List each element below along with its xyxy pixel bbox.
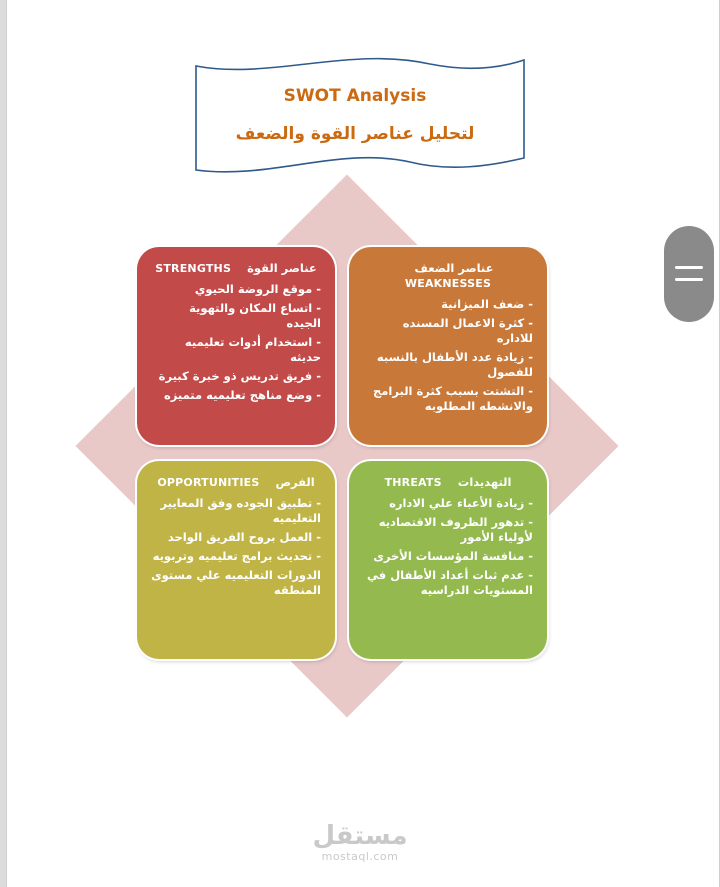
watermark-latin: mostaql.com: [321, 850, 399, 863]
threats-heading-en: THREATS: [384, 476, 442, 489]
list-item: -فريق تدريس ذو خبرة كبيرة: [158, 369, 321, 383]
strengths-list: [151, 282, 321, 403]
list-item: -كثرة الاعمال المسنده للاداره: [402, 316, 533, 345]
list-item: -عدم ثبات أعداد الأطفال في المستويات الدراسيه: [367, 568, 533, 597]
threats-heading: [363, 475, 533, 490]
threats-heading-ar: التهديدات: [457, 475, 512, 489]
scroll-handle-button[interactable]: [664, 226, 714, 322]
list-item: -منافسة المؤسسات الأخرى: [373, 549, 533, 563]
watermark-arabic: مستقل: [312, 821, 408, 851]
strengths-heading-en: STRENGTHS: [155, 262, 232, 275]
list-item: -العمل بروح الفريق الواحد: [167, 530, 321, 544]
opportunities-heading: [151, 475, 321, 490]
threats-card: [349, 461, 547, 659]
list-item: -التشتت بسبب كثرة البرامج والانشطه المطلوبه: [373, 384, 533, 413]
opportunities-heading-ar: الفرص: [275, 475, 315, 489]
watermark-logo: [300, 822, 420, 863]
list-item: -زيادة عدد الأطفال بالنسبه للفصول: [376, 350, 533, 379]
list-item: -موقع الروضة الحيوي: [194, 282, 321, 296]
list-item: -ضعف الميزانية: [441, 297, 533, 311]
weaknesses-card: [349, 247, 547, 445]
banner-title: SWOT Analysis: [283, 86, 427, 106]
weaknesses-heading-ar: عناصر الضعف: [414, 261, 494, 275]
weaknesses-heading-en: WEAKNESSES: [404, 277, 492, 290]
banner-scroll-shape: [190, 54, 530, 184]
list-item: -تدهور الظروف الاقتصاديه لأولياء الأمور: [378, 515, 533, 544]
strengths-heading: [151, 261, 321, 276]
opportunities-list: [151, 496, 321, 598]
list-item: -زيادة الأعباء علي الاداره: [389, 496, 533, 510]
list-item: -تحديث برامج تعليميه وتربويه: [152, 549, 321, 563]
opportunities-heading-en: OPPORTUNITIES: [157, 476, 260, 489]
list-item: -تطبيق الجوده وفق المعايير التعليميه: [160, 496, 321, 525]
opportunities-card: [137, 461, 335, 659]
list-item: -اتساع المكان والتهوية الجيده: [189, 301, 321, 330]
strengths-heading-ar: عناصر القوة: [247, 261, 317, 275]
weaknesses-list: [363, 297, 533, 414]
threats-list: [363, 496, 533, 598]
list-item: الدورات التعليميه علي مستوى المنطقه: [151, 568, 321, 597]
list-item: -استخدام أدوات تعليميه حديثه: [184, 335, 321, 364]
banner-subtitle: لتحليل عناصر القوة والضعف: [235, 124, 475, 144]
weaknesses-heading: [363, 261, 533, 291]
list-item: -وضع مناهج تعليميه متميزه: [163, 388, 321, 402]
strengths-card: [137, 247, 335, 445]
